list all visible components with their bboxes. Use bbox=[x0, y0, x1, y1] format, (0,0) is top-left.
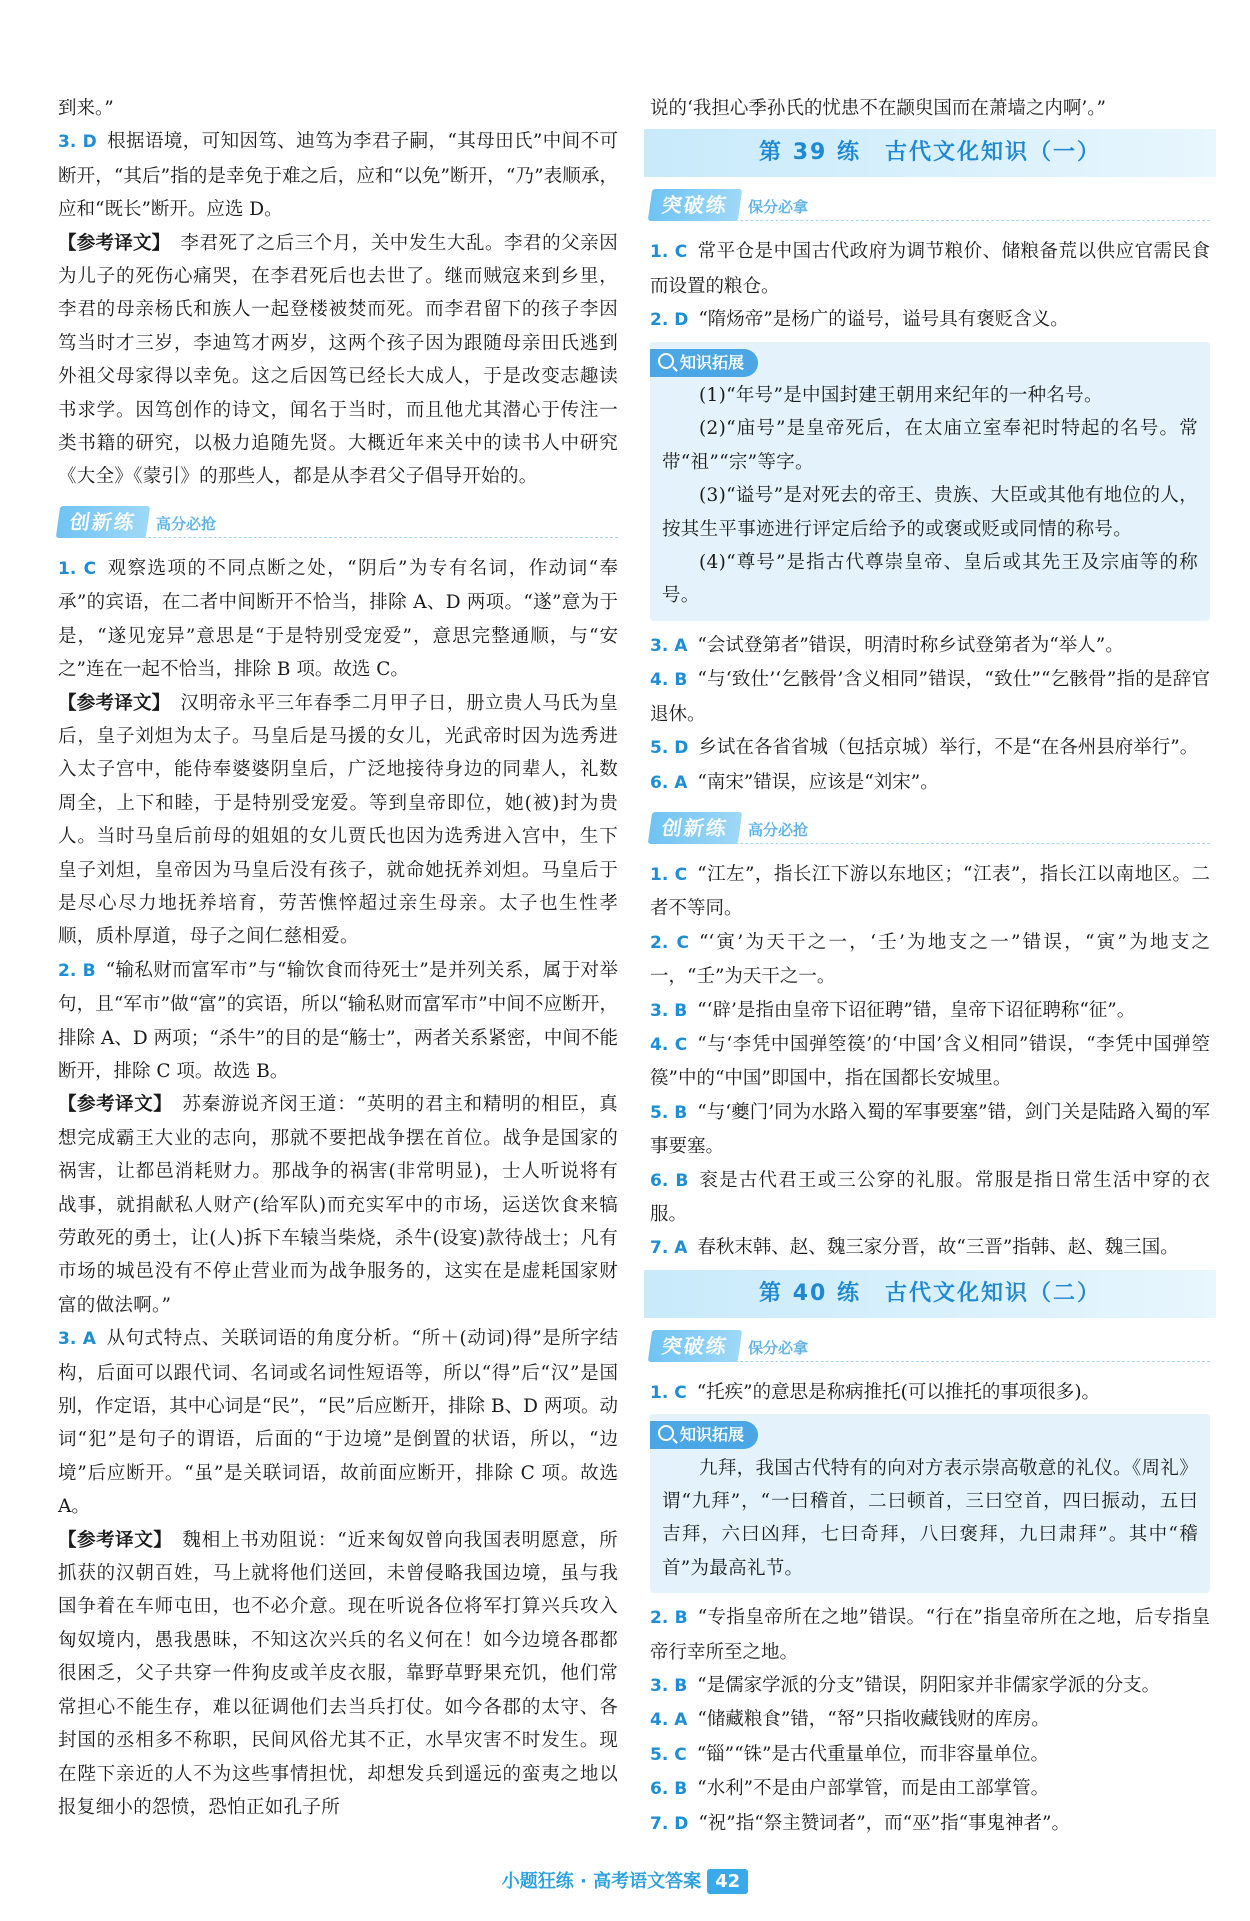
translation-tag: 【参考译文】 bbox=[58, 692, 171, 714]
answer-text: “储藏粮食”错，“帑”只指收藏钱财的库房。 bbox=[697, 1709, 1050, 1731]
knowledge-box-title bbox=[650, 349, 758, 377]
section-sublabel: 高分必抢 bbox=[748, 820, 809, 839]
answer-number: 6. A bbox=[650, 772, 688, 793]
answer-text: “是儒家学派的分支”错误，阴阳家并非儒家学派的分支。 bbox=[697, 1675, 1161, 1697]
answer-text: “与‘李凭中国弹箜篌’的‘中国’含义相同”错误，“李凭中国弹箜篌”中的“中国”即国中，指在国都长安城里。 bbox=[650, 1033, 1210, 1090]
knowledge-box bbox=[650, 1414, 1210, 1593]
reference-translation bbox=[58, 227, 618, 494]
answer-item bbox=[650, 994, 1210, 1028]
knowledge-line: (2)“庙号”是皇帝死后，在太庙立室奉祀时特起的名号。常带“祖”“宗”等字。 bbox=[662, 418, 1198, 473]
section-label: 突破练 bbox=[648, 189, 742, 221]
answer-text: 乡试在各省省城（包括京城）举行，不是“在各州县府举行”。 bbox=[698, 737, 1199, 759]
knowledge-line: 九拜，我国古代特有的向对方表示崇高敬意的礼仪。《周礼》谓“九拜”，“一曰稽首，二曰顿首，三曰空首，四曰振动，五曰吉拜，六曰凶拜，七曰奇拜，八曰褒拜，九曰肃拜”。其中“稽首”为最高礼节。 bbox=[662, 1457, 1198, 1579]
translation-tag: 【参考译文】 bbox=[58, 1094, 173, 1116]
answer-item bbox=[650, 1738, 1210, 1772]
answer-item bbox=[650, 766, 1210, 800]
translation-text: 魏相上书劝阻说：“近来匈奴曾向我国表明愿意，所抓获的汉朝百姓，马上就将他们送回，未曾侵略我国边境，虽与我国争着在车师屯田，也不必介意。现在听说各位将军打算兴兵攻入匈奴境内，愚我愚昧，不知这次兴兵的名义何在！如今边境各郡都很困乏，父子共穿一件狗皮或羊皮衣服，靠野草野果充饥，他们常常担心不能生存，难以征调他们去当兵打仗。如今各郡的太守、各封国的丞相多不称职，民间风俗尤其不正，水旱灾害不时发生。现在陛下亲近的人不为这些事情担忧，却想发兵到遥远的蛮夷之地以报复细小的怨愤，恐怕正如孔子所 bbox=[58, 1529, 618, 1818]
answer-text: “托疾”的意思是称病推托(可以推托的事项很多)。 bbox=[696, 1381, 1101, 1403]
translation-tag: 【参考译文】 bbox=[58, 232, 171, 254]
answer-text: “与‘致仕’‘乞骸骨’含义相同”错误，“致仕”“乞骸骨”指的是辞官退休。 bbox=[650, 669, 1210, 725]
answer-number: 3. B bbox=[650, 1000, 688, 1021]
answer-number: 2. B bbox=[58, 960, 96, 981]
footer-title: 小题狂练 · 高考语文答案 bbox=[501, 1871, 702, 1892]
knowledge-box bbox=[650, 342, 1210, 621]
answer-item bbox=[650, 858, 1210, 926]
answer-number: 1. C bbox=[650, 242, 688, 263]
section-tag-breakthrough bbox=[650, 1330, 1210, 1368]
answer-item bbox=[650, 1669, 1210, 1703]
answer-item bbox=[650, 1772, 1210, 1806]
answer-number: 3. B bbox=[650, 1676, 688, 1697]
section-sublabel: 保分必拿 bbox=[748, 198, 809, 217]
answer-text: “锱”“铢”是古代重量单位，而非容量单位。 bbox=[696, 1743, 1050, 1765]
answer-text: “与‘夔门’同为水路入蜀的军事要塞”错，剑门关是陆路入蜀的军事要塞。 bbox=[650, 1101, 1210, 1158]
answer-text: “隋炀帝”是杨广的谥号，谥号具有褒贬含义。 bbox=[698, 309, 1069, 331]
answer-number: 2. B bbox=[650, 1608, 688, 1629]
answer-item bbox=[650, 1164, 1210, 1232]
answer-text: 常平仓是中国古代政府为调节粮价、储粮备荒以供应官需民食而设置的粮仓。 bbox=[650, 241, 1210, 297]
knowledge-line: (4)“尊号”是指古代尊崇皇帝、皇后或其先王及宗庙等的称号。 bbox=[662, 552, 1198, 607]
lesson-title-40: 第 40 练 古代文化知识（二） bbox=[644, 1270, 1216, 1318]
answer-item bbox=[650, 1231, 1210, 1265]
answer-item bbox=[650, 731, 1210, 765]
section-tag-innovation bbox=[58, 506, 618, 544]
answer-text: “专指皇帝所在之地”错误。“行在”指皇帝所在之地，后专指皇帝行幸所至之地。 bbox=[650, 1607, 1210, 1663]
answer-text: 衮是古代君王或三公穿的礼服。常服是指日常生活中穿的衣服。 bbox=[650, 1169, 1210, 1225]
search-icon bbox=[658, 353, 674, 369]
knowledge-box-label: 知识拓展 bbox=[680, 1425, 745, 1445]
answer-number: 5. D bbox=[650, 738, 689, 759]
section-tag-breakthrough bbox=[650, 189, 1210, 227]
answer-number: 3. D bbox=[58, 132, 97, 153]
answer-number: 4. A bbox=[650, 1710, 688, 1731]
answer-item bbox=[650, 235, 1210, 303]
left-column bbox=[58, 92, 618, 1824]
answer-number: 6. B bbox=[650, 1779, 688, 1800]
answer-text: 从句式特点、关联词语的角度分析。“所＋(动词)得”是所字结构，后面可以跟代词、名词或名词性短语等，所以“得”后“汉”是国别，作定语，其中心词是“民”，“民”后应断开，排除 B、D 两项。动词“犯”是句子的谓语，后面的“于边境”是倒置的状语，所以，“边境”后应断开。“虽”是关联词语，故前面应断开，排除 C 项。故选 A。 bbox=[58, 1328, 618, 1518]
section-tag-innovation bbox=[650, 812, 1210, 850]
answer-text: “江左”，指长江下游以东地区；“江表”，指长江以南地区。二者不等同。 bbox=[650, 863, 1210, 920]
answer-number: 4. C bbox=[650, 1034, 688, 1055]
answer-number: 3. A bbox=[58, 1329, 96, 1350]
answer-item bbox=[58, 954, 618, 1089]
answer-text: “祝”指“祭主赞词者”，而“巫”指“事鬼神者”。 bbox=[698, 1812, 1070, 1834]
answer-item bbox=[58, 125, 618, 226]
continued-text: 到来。” bbox=[58, 98, 114, 119]
answer-number: 1. C bbox=[650, 864, 688, 885]
section-sublabel: 保分必拿 bbox=[748, 1338, 809, 1357]
answer-text: “‘辟’是指由皇帝下诏征聘”错，皇帝下诏征聘称“征”。 bbox=[697, 999, 1136, 1021]
page-number: 42 bbox=[707, 1869, 748, 1894]
answer-number: 1. C bbox=[58, 558, 97, 579]
answer-number: 5. B bbox=[650, 1102, 688, 1123]
answer-text: “‘寅’为天干之一，‘壬’为地支之一”错误，“寅”为地支之一，“壬”为天干之一。 bbox=[650, 931, 1210, 988]
answer-item bbox=[650, 1703, 1210, 1737]
answer-text: 根据语境，可知因笃、迪笃为李君子嗣，“其母田氏”中间不可断开，“其后”指的是幸免于难之后，应和“以免”断开，“乃”表顺承，应和“既长”断开。应选 D。 bbox=[58, 131, 618, 221]
answer-item bbox=[650, 303, 1210, 337]
answer-item bbox=[58, 1322, 618, 1523]
answer-item bbox=[650, 926, 1210, 994]
answer-number: 6. B bbox=[650, 1170, 689, 1191]
lesson-title-39: 第 39 练 古代文化知识（一） bbox=[644, 129, 1216, 177]
knowledge-box-label: 知识拓展 bbox=[680, 352, 745, 372]
answer-number: 1. C bbox=[650, 1382, 687, 1403]
answer-text: 观察选项的不同点断之处，“阴后”为专有名词，作动词“奉承”的宾语，在二者中间断开不恰当，排除 A、D 两项。“遂”意为于是，“遂见宠异”意思是“于是特别受宠爱”，意思完整通顺，与“安之”连在一起不恰当，排除 B 项。故选 C。 bbox=[58, 557, 618, 681]
answer-item bbox=[650, 1028, 1210, 1096]
continued-text: 说的‘我担心季孙氏的忧患不在颛臾国而在萧墙之内啊’。” bbox=[650, 98, 1106, 119]
knowledge-line: (1)“年号”是中国封建王朝用来纪年的一种名号。 bbox=[699, 385, 1103, 407]
section-label: 创新练 bbox=[56, 506, 150, 538]
answer-number: 7. D bbox=[650, 1813, 689, 1834]
section-label: 创新练 bbox=[648, 812, 742, 844]
answer-number: 4. B bbox=[650, 670, 688, 691]
answer-number: 5. C bbox=[650, 1744, 687, 1765]
search-icon bbox=[658, 1425, 674, 1441]
answer-item bbox=[58, 552, 618, 687]
reference-translation bbox=[58, 1088, 618, 1322]
answer-item bbox=[650, 1807, 1210, 1841]
answer-item bbox=[650, 663, 1210, 731]
answer-number: 2. C bbox=[650, 932, 689, 953]
page-footer bbox=[0, 1867, 1250, 1893]
answer-text: “南宋”错误，应该是“刘宋”。 bbox=[697, 771, 939, 793]
answer-item bbox=[650, 1601, 1210, 1669]
reference-translation bbox=[58, 1524, 618, 1825]
answer-number: 2. D bbox=[650, 310, 689, 331]
section-label: 突破练 bbox=[648, 1330, 742, 1362]
answer-item bbox=[650, 629, 1210, 663]
answer-text: “输私财而富军市”与“输饮食而待死士”是并列关系，属于对举句，且“军市”做“富”的宾语，所以“输私财而富军市”中间不应断开，排除 A、D 两项；“杀牛”的目的是“觞士”，两者关系紧密，中间不能断开，排除 C 项。故选 B。 bbox=[58, 959, 618, 1082]
answer-number: 3. A bbox=[650, 635, 688, 656]
reference-translation bbox=[58, 687, 618, 954]
section-sublabel: 高分必抢 bbox=[156, 514, 217, 533]
answer-number: 7. A bbox=[650, 1238, 688, 1259]
answer-item bbox=[650, 1096, 1210, 1164]
answer-text: “水利”不是由户部掌管，而是由工部掌管。 bbox=[697, 1778, 1050, 1800]
knowledge-box-title bbox=[650, 1421, 758, 1449]
knowledge-line: (3)“谥号”是对死去的帝王、贵族、大臣或其他有地位的人，按其生平事迹进行评定后给予的或褒或贬或同情的称号。 bbox=[662, 485, 1198, 540]
translation-text: 李君死了之后三个月，关中发生大乱。李君的父亲因为儿子的死伤心痛哭，在李君死后也去世了。继而贼寇来到乡里，李君的母亲杨氏和族人一起登楼被焚而死。而李君留下的孩子李因笃当时才三岁，李迪笃才两岁，这两个孩子因为跟随母亲田氏逃到外祖父母家得以幸免。这之后因笃已经长大成人，于是改变志趣读书求学。因笃创作的诗文，闻名于当时，而且他尤其潜心于传注一类书籍的研究，以极力追随先贤。大概近年来关中的读书人中研究《大全》《蒙引》的那些人，都是从李君父子倡导开始的。 bbox=[58, 232, 618, 488]
answer-item bbox=[650, 1376, 1210, 1410]
translation-tag: 【参考译文】 bbox=[58, 1529, 173, 1551]
translation-text: 苏秦游说齐闵王道：“英明的君主和精明的相臣，真想完成霸王大业的志向，那就不要把战争摆在首位。战争是国家的祸害，让都邑消耗财力。那战争的祸害(非常明显)，士人听说将有战事，就捐献私人财产(给军队)而充实军中的市场，运送饮食来犒劳敢死的勇士，让(人)拆下车辕当柴烧，杀牛(设宴)款待战士；凡有市场的城邑没有不停止营业而为战争服务的，这实在是虚耗国家财富的做法啊。” bbox=[58, 1094, 618, 1316]
right-column bbox=[650, 92, 1210, 1841]
answer-text: 春秋末韩、赵、魏三家分晋，故“三晋”指韩、赵、魏三国。 bbox=[697, 1237, 1179, 1259]
answer-text: “会试登第者”错误，明清时称乡试登第者为“举人”。 bbox=[697, 634, 1124, 656]
translation-text: 汉明帝永平三年春季二月甲子日，册立贵人马氏为皇后，皇子刘炟为太子。马皇后是马援的女儿，光武帝时因为选秀进入太子宫中，能侍奉婆婆阴皇后，广泛地接待身边的同辈人，礼数周全，上下和睦，于是特别受宠爱。等到皇帝即位，她(被)封为贵人。当时马皇后前母的姐姐的女儿贾氏也因为选秀进入宫中，生下皇子刘炟，皇帝因为马皇后没有孩子，就命她抚养刘炟。马皇后于是尽心尽力地抚养培育，劳苦憔悴超过亲生母亲。太子也生性孝顺，质朴厚道，母子之间仁慈相爱。 bbox=[58, 692, 618, 948]
